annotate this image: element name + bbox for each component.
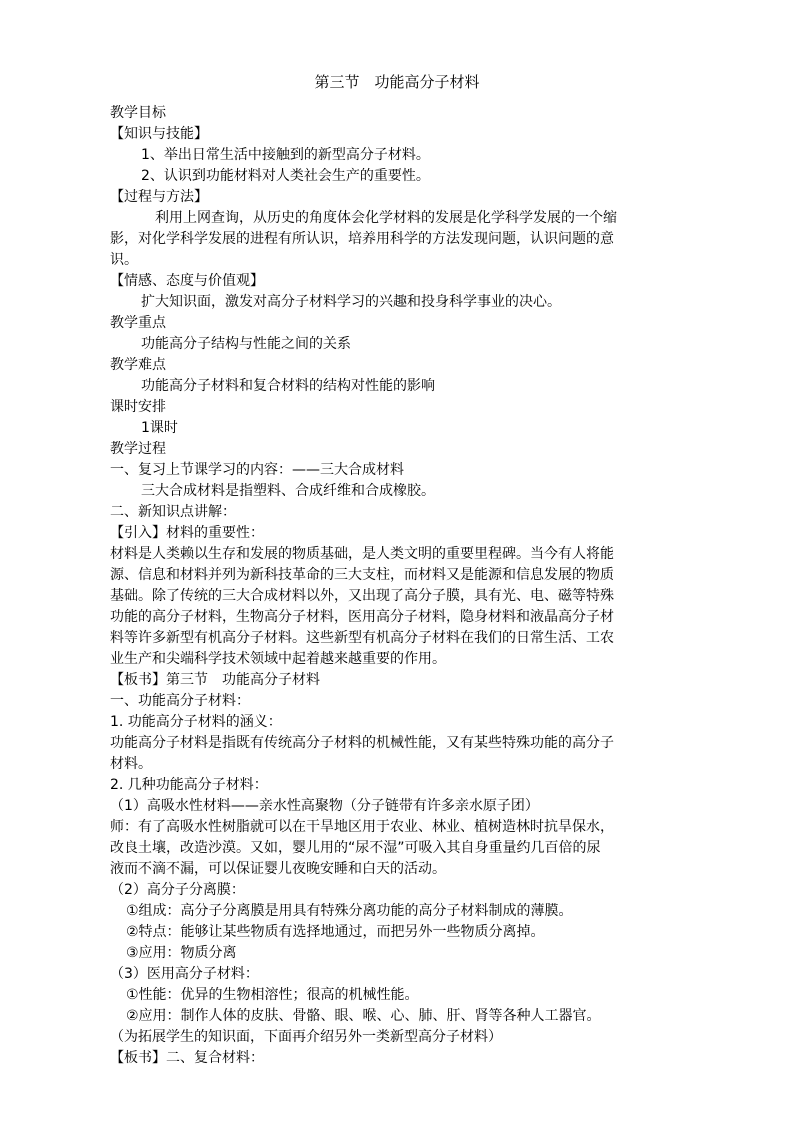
text-line: 识。 (110, 252, 138, 268)
paragraph-line: 料等许多新型有机高分子材料。这些新型有机高分子材料在我们的日常生活、工农 (110, 630, 614, 646)
paragraph-line: 改良土壤，改造沙漠。又如，婴儿用的“尿不湿”可吸入其自身重量约几百倍的尿 (110, 840, 601, 856)
text-line: ③应用：物质分离 (126, 945, 237, 961)
paragraph-line: 功能的高分子材料，生物高分子材料，医用高分子材料，隐身材料和液晶高分子材 (110, 609, 614, 625)
subsection-heading: 【知识与技能】 (110, 126, 208, 142)
text-line: （3）医用高分子材料： (110, 966, 259, 982)
section-heading: 教学重点 (110, 315, 166, 331)
text-line: 材料。 (110, 756, 152, 772)
text-line: 功能高分子结构与性能之间的关系 (141, 336, 351, 352)
page-title: 第三节 功能高分子材料 (314, 73, 480, 91)
text-line: （2）高分子分离膜： (110, 882, 245, 898)
subsection-heading: 【过程与方法】 (110, 189, 208, 205)
text-line: 扩大知识面，激发对高分子材料学习的兴趣和投身科学事业的决心。 (141, 294, 561, 310)
text-line: 一、复习上节课学习的内容：——三大合成材料 (110, 462, 404, 478)
text-line: 功能高分子材料和复合材料的结构对性能的影响 (141, 378, 435, 394)
text-line: 三大合成材料是指塑料、合成纤维和合成橡胶。 (141, 483, 435, 499)
section-heading: 课时安排 (110, 399, 166, 415)
text-line: 【板书】二、复合材料： (110, 1050, 264, 1066)
paragraph-line: 业生产和尖端科学技术领域中起着越来越重要的作用。 (110, 651, 446, 667)
text-line: （为拓展学生的知识面，下面再介绍另外一类新型高分子材料） (110, 1029, 502, 1045)
section-heading: 教学目标 (110, 105, 166, 121)
text-line: 1、举出日常生活中接触到的新型高分子材料。 (141, 147, 430, 163)
section-heading: 教学过程 (110, 441, 166, 457)
subsection-heading: 【情感、态度与价值观】 (110, 273, 264, 289)
text-line: ②特点：能够让某些物质有选择地通过，而把另外一些物质分离掉。 (126, 924, 545, 940)
text-line: 2、认识到功能材料对人类社会生产的重要性。 (141, 168, 430, 184)
text-line: 利用上网查询，从历史的角度体会化学材料的发展是化学科学发展的一个缩 (141, 210, 617, 226)
text-line: 一、功能高分子材料： (110, 693, 250, 709)
text-line: 1课时 (141, 420, 178, 436)
text-line: （1）高吸水性材料——亲水性高聚物（分子链带有许多亲水原子团） (110, 798, 539, 814)
text-line: 2. 几种功能高分子材料： (110, 777, 268, 793)
paragraph-line: 基础。除了传统的三大合成材料以外，又出现了高分子膜，具有光、电、磁等特殊 (110, 588, 614, 604)
text-line: ②应用：制作人体的皮肤、骨骼、眼、喉、心、肺、肝、肾等各种人工器官。 (126, 1008, 601, 1024)
text-line: 1. 功能高分子材料的涵义： (110, 714, 282, 730)
text-line: ①组成：高分子分离膜是用具有特殊分离功能的高分子材料制成的薄膜。 (126, 903, 573, 919)
section-heading: 教学难点 (110, 357, 166, 373)
text-line: ①性能：优异的生物相溶性；很高的机械性能。 (126, 987, 419, 1003)
text-line: 二、新知识点讲解： (110, 504, 236, 520)
text-line: 【引入】材料的重要性： (110, 525, 264, 541)
paragraph-line: 液而不滴不漏，可以保证婴儿夜晚安睡和白天的活动。 (110, 861, 446, 877)
text-line: 功能高分子材料是指既有传统高分子材料的机械性能，又有某些特殊功能的高分子 (110, 735, 614, 751)
text-line: 影，对化学科学发展的进程有所认识，培养用科学的方法发现问题，认识问题的意 (110, 231, 614, 247)
paragraph-line: 师：有了高吸水性树脂就可以在干旱地区用于农业、林业、植树造林时抗旱保水， (110, 819, 614, 835)
text-line: 【板书】第三节 功能高分子材料 (110, 672, 320, 688)
paragraph-line: 材料是人类赖以生存和发展的物质基础，是人类文明的重要里程碑。当今有人将能 (110, 546, 614, 562)
paragraph-line: 源、信息和材料并列为新科技革命的三大支柱，而材料又是能源和信息发展的物质 (110, 567, 614, 583)
